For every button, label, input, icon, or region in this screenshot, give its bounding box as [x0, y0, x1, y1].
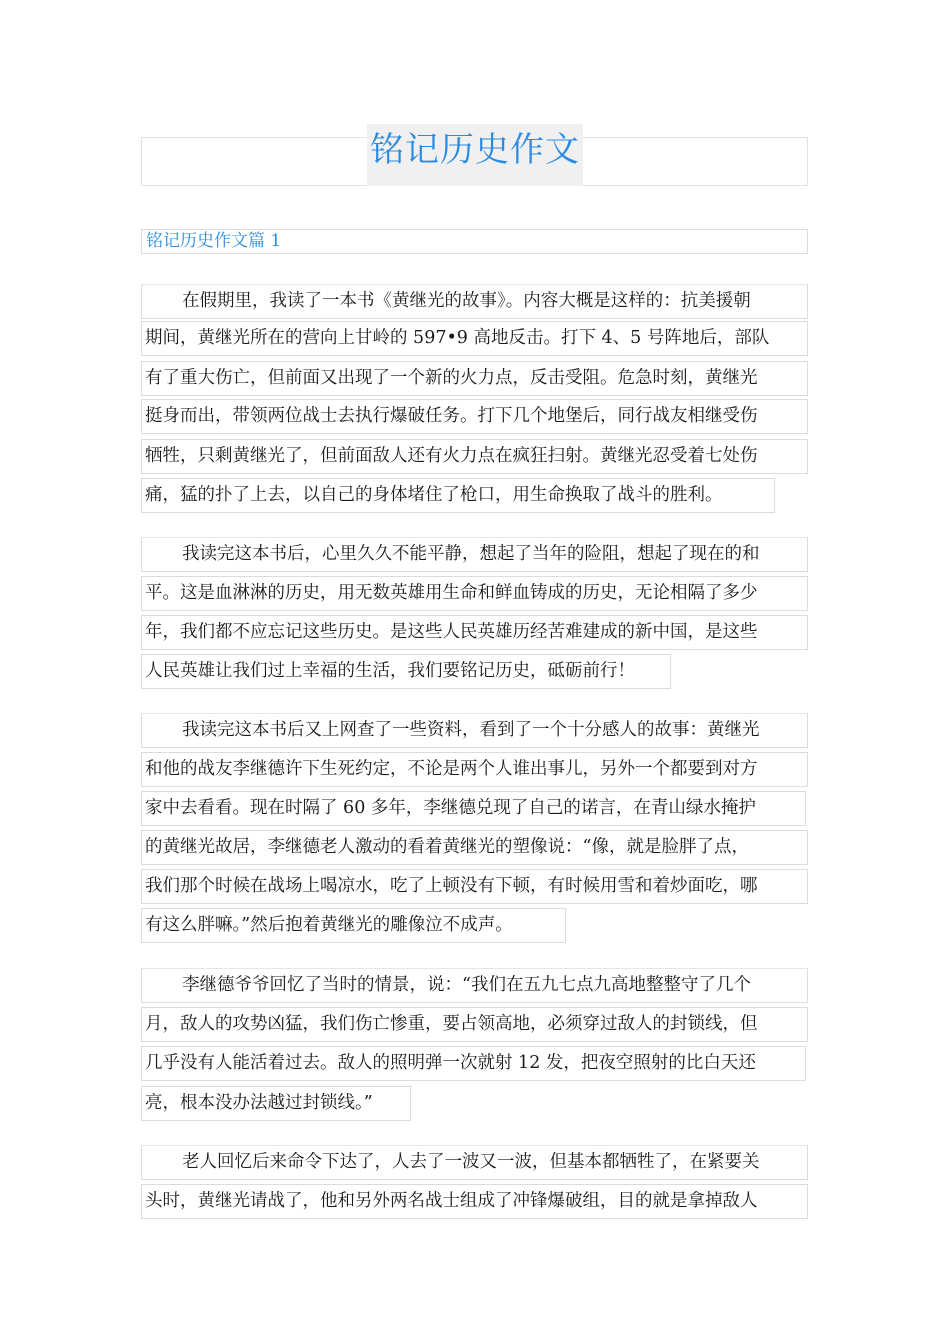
paragraph-3-line-1: 我读完这本书后又上网查了一些资料，看到了一个十分感人的故事：黄继光 [141, 713, 808, 748]
paragraph-1-line-2: 期间，黄继光所在的营向上甘岭的 597•9 高地反击。打下 4、5 号阵地后，部队 [141, 321, 808, 356]
paragraph-1-line-4: 挺身而出，带领两位战士去执行爆破任务。打下几个地堡后，同行战友相继受伤 [141, 399, 808, 434]
paragraph-4-line-3: 几乎没有人能活着过去。敌人的照明弹一次就射 12 发，把夜空照射的比白天还 [141, 1046, 806, 1081]
paragraph-4-line-4: 亮，根本没办法越过封锁线。” [141, 1086, 411, 1121]
paragraph-5-line-1: 老人回忆后来命令下达了，人去了一波又一波，但基本都牺牲了，在紧要关 [141, 1145, 808, 1180]
paragraph-2-line-4: 人民英雄让我们过上幸福的生活，我们要铭记历史，砥砺前行！ [141, 654, 671, 689]
paragraph-3-line-2: 和他的战友李继德许下生死约定，不论是两个人谁出事儿，另外一个都要到对方 [141, 752, 808, 787]
paragraph-1-line-6: 痛，猛的扑了上去，以自己的身体堵住了枪口，用生命换取了战斗的胜利。 [141, 478, 775, 513]
paragraph-3-line-3: 家中去看看。现在时隔了 60 多年，李继德兑现了自己的诺言，在青山绿水掩护 [141, 791, 806, 826]
paragraph-3-line-5: 我们那个时候在战场上喝凉水，吃了上顿没有下顿，有时候用雪和着炒面吃，哪 [141, 869, 808, 904]
paragraph-1-line-1: 在假期里，我读了一本书《黄继光的故事》。内容大概是这样的：抗美援朝 [141, 284, 808, 319]
page-title: 铭记历史作文 [367, 124, 583, 186]
paragraph-2-line-1: 我读完这本书后，心里久久不能平静，想起了当年的险阻，想起了现在的和 [141, 537, 808, 572]
paragraph-1-line-5: 牺牲，只剩黄继光了，但前面敌人还有火力点在疯狂扫射。黄继光忍受着七处伤 [141, 439, 808, 474]
paragraph-2-line-2: 平。这是血淋淋的历史，用无数英雄用生命和鲜血铸成的历史，无论相隔了多少 [141, 576, 808, 611]
paragraph-3-line-4: 的黄继光故居，李继德老人激动的看着黄继光的塑像说：“像，就是脸胖了点， [141, 830, 808, 865]
paragraph-4-line-2: 月，敌人的攻势凶猛，我们伤亡惨重，要占领高地，必须穿过敌人的封锁线，但 [141, 1007, 808, 1042]
paragraph-3-line-6: 有这么胖嘛。”然后抱着黄继光的雕像泣不成声。 [141, 908, 566, 943]
paragraph-5-line-2: 头时，黄继光请战了，他和另外两名战士组成了冲锋爆破组，目的就是拿掉敌人 [141, 1184, 808, 1219]
paragraph-1-line-3: 有了重大伤亡，但前面又出现了一个新的火力点，反击受阻。危急时刻，黄继光 [141, 361, 808, 396]
section-heading: 铭记历史作文篇 1 [141, 229, 808, 254]
paragraph-4-line-1: 李继德爷爷回忆了当时的情景，说：“我们在五九七点九高地整整守了几个 [141, 968, 808, 1003]
paragraph-2-line-3: 年，我们都不应忘记这些历史。是这些人民英雄历经苦难建成的新中国，是这些 [141, 615, 808, 650]
